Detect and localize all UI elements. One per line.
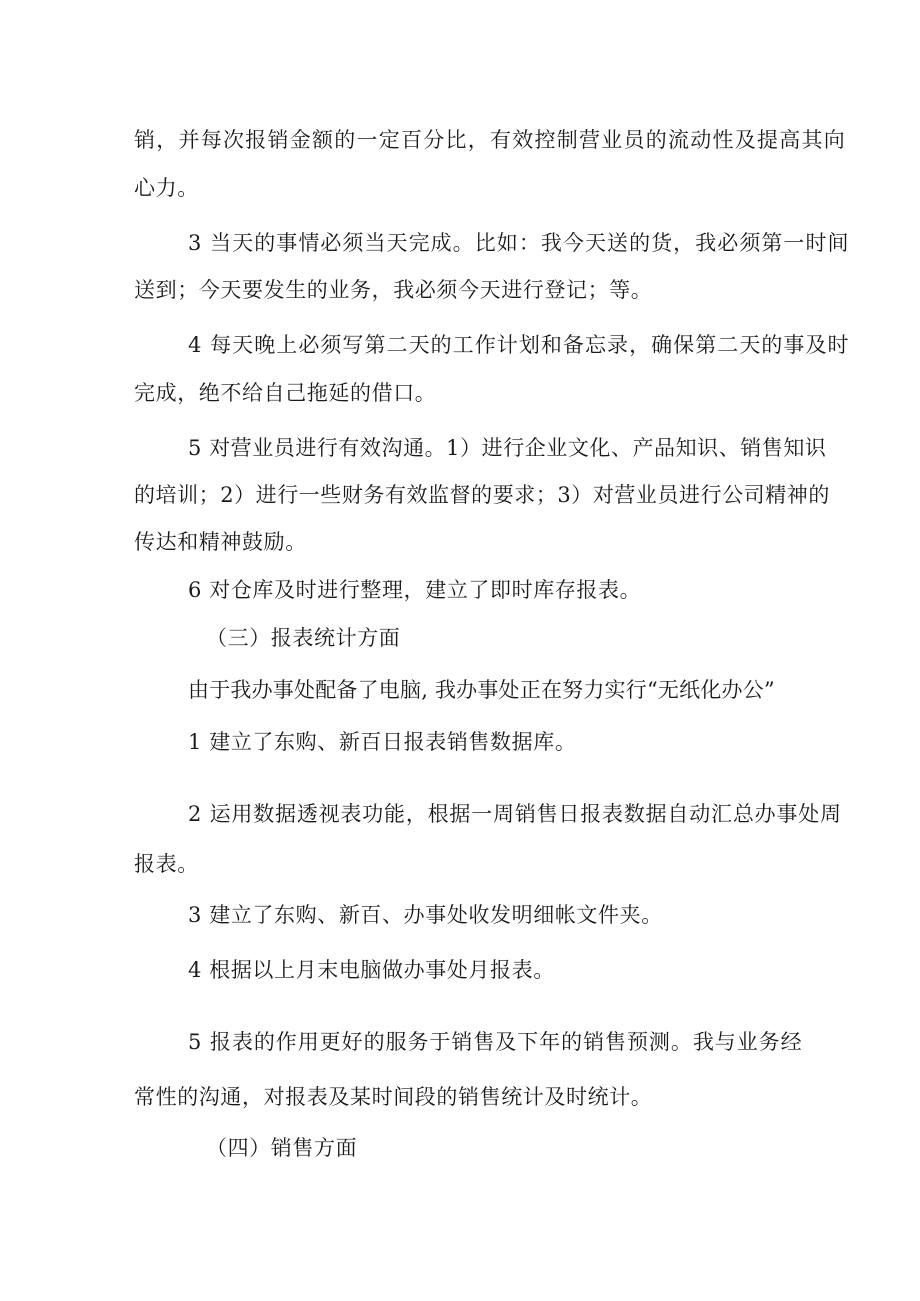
paragraph-line: 4 根据以上月末电脑做办事处月报表。 [188, 958, 555, 982]
paragraph-line: 心力。 [134, 176, 199, 200]
paragraph-line: 3 建立了东购、新百、办事处收发明细帐文件夹。 [188, 903, 663, 927]
paragraph-line: 5 报表的作用更好的服务于销售及下年的销售预测。我与业务经 [188, 1030, 803, 1054]
paragraph-line: 1 建立了东购、新百日报表销售数据库。 [188, 730, 577, 754]
paragraph-line: 传达和精神鼓励。 [134, 530, 307, 554]
paragraph-line: 销，并每次报销金额的一定百分比，有效控制营业员的流动性及提高其向 [134, 128, 846, 152]
paragraph-line: 由于我办事处配备了电脑, 我办事处正在努力实行“无纸化办公” [188, 678, 775, 702]
paragraph-line: 常性的沟通，对报表及某时间段的销售统计及时统计。 [134, 1085, 653, 1109]
section-heading: （四）销售方面 [206, 1136, 358, 1160]
paragraph-line: 4 每天晚上必须写第二天的工作计划和备忘录，确保第二天的事及时 [188, 333, 850, 357]
paragraph-line: 完成，绝不给自己拖延的借口。 [134, 381, 437, 405]
paragraph-line: 报表。 [134, 852, 199, 876]
paragraph-line: 送到；今天要发生的业务，我必须今天进行登记；等。 [134, 278, 653, 302]
section-heading: （三）报表统计方面 [206, 626, 401, 650]
paragraph-line: 的培训；2）进行一些财务有效监督的要求；3）对营业员进行公司精神的 [134, 483, 830, 507]
paragraph-line: 2 运用数据透视表功能，根据一周销售日报表数据自动汇总办事处周 [188, 802, 842, 826]
paragraph-line: 3 当天的事情必须当天完成。比如：我今天送的货，我必须第一时间 [188, 231, 850, 255]
paragraph-line: 5 对营业员进行有效沟通。1）进行企业文化、产品知识、销售知识 [188, 436, 827, 460]
paragraph-line: 6 对仓库及时进行整理，建立了即时库存报表。 [188, 578, 642, 602]
